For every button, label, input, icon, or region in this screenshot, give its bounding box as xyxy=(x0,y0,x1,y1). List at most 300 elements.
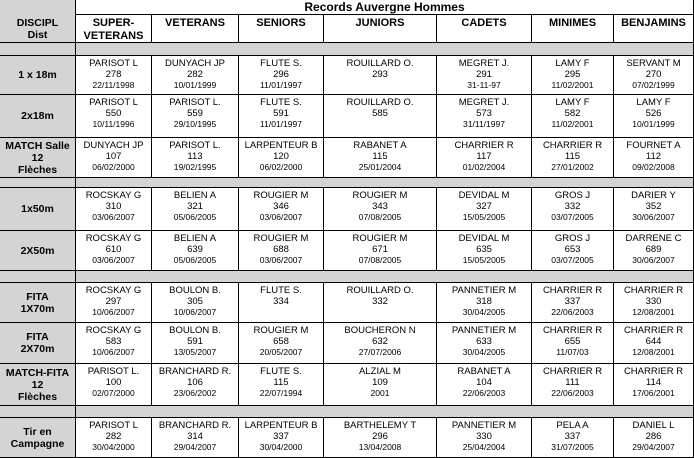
record-cell xyxy=(614,418,694,458)
archer-name: CHARRIER R xyxy=(454,140,514,151)
record-score: 671 xyxy=(372,244,388,255)
record-date: 22/11/1998 xyxy=(92,80,135,90)
record-cell xyxy=(152,138,239,178)
record-score: 100 xyxy=(105,377,122,388)
record-score: 688 xyxy=(273,244,289,255)
record-date: 11/01/1997 xyxy=(260,80,302,90)
record-score: 117 xyxy=(476,151,492,162)
archer-name: RABANET A xyxy=(457,366,511,377)
record-cell xyxy=(76,323,152,364)
record-score: 282 xyxy=(187,69,203,80)
record-score: 327 xyxy=(476,201,492,212)
archer-name: ROCSKAY G xyxy=(85,190,142,201)
record-cell xyxy=(76,138,152,178)
archer-name: BELIEN A xyxy=(173,190,217,201)
record-score: 113 xyxy=(187,151,203,162)
corner-line-2: Dist xyxy=(27,28,48,41)
record-score: 107 xyxy=(105,151,122,162)
archer-name: ROUGIER M xyxy=(253,190,309,201)
archer-name: BOULON B. xyxy=(169,285,221,296)
record-score: 658 xyxy=(273,336,289,347)
record-cell xyxy=(239,138,324,178)
record-date xyxy=(324,80,436,91)
record-score: 550 xyxy=(105,108,122,119)
archer-name: PARISOT L. xyxy=(169,140,221,151)
record-score: 115 xyxy=(273,377,289,388)
archer-name: CHARRIER R xyxy=(542,325,603,336)
archer-name: DUNYACH JP xyxy=(165,58,225,69)
record-date: 31-11-97 xyxy=(467,80,501,90)
column-header-line: VETERANS xyxy=(83,30,144,42)
discipline-label-line: FITA xyxy=(26,331,49,343)
record-date: 10/01/1999 xyxy=(632,119,675,129)
record-date: 30/04/2005 xyxy=(462,307,506,317)
record-cell xyxy=(324,364,437,406)
column-header-line: CADETS xyxy=(461,17,507,29)
archer-name: FLUTE S. xyxy=(260,366,302,377)
discipline-label-line: Tir en xyxy=(23,425,52,438)
record-cell xyxy=(152,95,239,138)
record-cell xyxy=(614,283,694,323)
archer-name: ROUGIER M xyxy=(253,233,309,244)
archer-name: MEGRET J. xyxy=(458,97,510,108)
archer-name: DEVIDAL M xyxy=(458,190,510,201)
record-cell xyxy=(437,418,532,458)
corner-blank xyxy=(0,0,76,15)
record-date: 31/11/1997 xyxy=(463,119,505,129)
record-date: 11/02/2001 xyxy=(551,119,594,129)
archer-name: PARISOT L. xyxy=(87,366,140,377)
archer-name: DUNYACH JP xyxy=(83,140,144,151)
record-score: 346 xyxy=(273,201,289,212)
record-date: 29/04/2007 xyxy=(632,442,675,452)
record-score: 526 xyxy=(645,108,662,119)
archer-name: DARRENE C xyxy=(625,233,682,244)
record-cell xyxy=(532,418,614,458)
archer-name: CHARRIER R xyxy=(623,325,684,336)
archer-name: CHARRIER R xyxy=(542,285,603,296)
record-score: 639 xyxy=(187,244,203,255)
archer-name: PELA A xyxy=(556,420,589,431)
archer-name: FLUTE S. xyxy=(260,58,302,69)
archer-name: LAMY F xyxy=(636,97,671,108)
record-score: 106 xyxy=(187,377,203,388)
record-date: 03/06/2007 xyxy=(92,212,135,222)
record-date: 22/06/2003 xyxy=(462,388,506,398)
record-score: 585 xyxy=(372,108,388,119)
record-score: 591 xyxy=(273,108,289,119)
archer-name: DEVIDAL M xyxy=(458,233,510,244)
record-date: 30/04/2005 xyxy=(462,347,506,357)
record-score: 337 xyxy=(564,431,581,442)
record-score: 293 xyxy=(372,69,388,80)
record-date: 11/07/03 xyxy=(556,347,589,357)
record-date: 15/05/2005 xyxy=(462,212,506,222)
record-cell xyxy=(239,418,324,458)
record-date: 19/02/1995 xyxy=(173,162,217,172)
record-score: 310 xyxy=(105,201,122,212)
record-score: 632 xyxy=(372,336,388,347)
record-score: 295 xyxy=(564,69,581,80)
column-header-line: JUNIORS xyxy=(355,17,405,29)
record-date: 22/07/1994 xyxy=(259,388,303,398)
record-cell xyxy=(324,56,437,95)
record-score: 635 xyxy=(476,244,492,255)
archer-name: BRANCHARD R. xyxy=(158,420,232,431)
archer-name: PARISOT L. xyxy=(169,97,221,108)
discipline-label xyxy=(0,56,76,95)
record-date xyxy=(324,119,436,130)
discipline-label-line: MATCH-FITA xyxy=(5,366,70,379)
record-score: 559 xyxy=(187,108,203,119)
discipline-label-line: FITA xyxy=(26,290,49,303)
table-title: Records Auvergne Hommes xyxy=(76,0,694,15)
record-date: 15/05/2005 xyxy=(462,255,506,265)
archer-name: RABANET A xyxy=(353,140,407,151)
column-header xyxy=(324,15,437,43)
record-date xyxy=(324,307,436,318)
record-date: 11/02/2001 xyxy=(551,80,594,90)
record-cell xyxy=(152,364,239,406)
row-separator xyxy=(76,406,694,418)
archer-name: ROUGIER M xyxy=(253,325,309,336)
record-score: 115 xyxy=(372,151,388,162)
archer-name: ROCSKAY G xyxy=(85,325,142,336)
row-separator xyxy=(76,43,694,56)
record-cell xyxy=(614,231,694,271)
record-cell xyxy=(152,283,239,323)
record-cell xyxy=(239,283,324,323)
record-cell xyxy=(532,283,614,323)
discipline-label xyxy=(0,95,76,138)
record-date xyxy=(239,307,323,318)
record-score: 120 xyxy=(273,151,289,162)
record-date: 12/08/2001 xyxy=(632,347,675,357)
discipline-label-line: 2X70m xyxy=(20,343,55,355)
record-cell xyxy=(437,323,532,364)
discipline-label-line: 1 x 18m xyxy=(18,69,57,81)
record-cell xyxy=(76,418,152,458)
record-score: 112 xyxy=(645,151,662,162)
archer-name: ALZIAL M xyxy=(359,366,401,377)
record-cell xyxy=(437,95,532,138)
record-cell xyxy=(614,56,694,95)
archer-name: LAMY F xyxy=(555,97,590,108)
row-separator xyxy=(76,271,694,283)
record-cell xyxy=(324,323,437,364)
archer-name: PANNETIER M xyxy=(451,325,517,336)
record-date: 03/06/2007 xyxy=(259,255,303,265)
record-cell xyxy=(532,188,614,231)
column-header-line: SENIORS xyxy=(256,17,306,29)
record-date: 01/02/2004 xyxy=(462,162,506,172)
archer-name: PARISOT L xyxy=(89,97,138,108)
record-date: 07/08/2005 xyxy=(358,212,402,222)
discipline-label xyxy=(0,138,76,178)
record-cell xyxy=(614,323,694,364)
corner-header xyxy=(0,15,76,43)
corner-line-1: DISCIPL xyxy=(16,16,59,29)
record-date: 03/06/2007 xyxy=(92,255,135,265)
record-cell xyxy=(324,138,437,178)
record-cell xyxy=(532,231,614,271)
record-cell xyxy=(437,188,532,231)
discipline-label xyxy=(0,364,76,406)
record-cell xyxy=(324,418,437,458)
record-cell xyxy=(76,95,152,138)
column-header-line: BENJAMINS xyxy=(621,17,686,29)
record-score: 314 xyxy=(187,431,203,442)
record-score: 297 xyxy=(105,296,122,307)
discipline-label-line: 2X50m xyxy=(20,244,55,257)
discipline-label-line: Flèches xyxy=(17,390,58,403)
archer-name: FLUTE S. xyxy=(260,285,302,296)
record-date: 17/06/2001 xyxy=(632,388,675,398)
archer-name: BELIEN A xyxy=(173,233,217,244)
column-header xyxy=(532,15,614,43)
record-date: 03/07/2005 xyxy=(551,212,594,222)
record-cell xyxy=(152,56,239,95)
record-score: 282 xyxy=(105,431,122,442)
record-cell xyxy=(76,231,152,271)
record-score: 689 xyxy=(645,244,662,255)
row-separator xyxy=(0,178,76,188)
discipline-label xyxy=(0,231,76,271)
archer-name: PANNETIER M xyxy=(451,420,517,431)
record-cell xyxy=(614,138,694,178)
record-cell xyxy=(324,231,437,271)
archer-name: LARPENTEUR B xyxy=(244,140,318,151)
record-cell xyxy=(324,95,437,138)
archer-name: PARISOT L xyxy=(89,58,138,69)
record-date: 30/06/2007 xyxy=(632,212,675,222)
record-date: 10/06/2007 xyxy=(92,307,135,317)
record-cell xyxy=(239,364,324,406)
archer-name: BRANCHARD R. xyxy=(158,366,232,377)
record-cell xyxy=(76,56,152,95)
discipline-label-line: 12 xyxy=(31,151,44,164)
record-date: 06/02/2000 xyxy=(259,162,303,172)
record-date: 10/06/2007 xyxy=(173,307,217,317)
column-header xyxy=(437,15,532,43)
archer-name: DARIER Y xyxy=(631,190,676,201)
record-date: 10/01/1999 xyxy=(173,80,217,90)
column-header xyxy=(76,15,152,43)
record-date: 20/05/2007 xyxy=(259,347,303,357)
record-cell xyxy=(152,188,239,231)
record-date: 03/07/2005 xyxy=(551,255,594,265)
record-score: 104 xyxy=(476,377,492,388)
record-cell xyxy=(152,323,239,364)
record-cell xyxy=(532,138,614,178)
record-cell xyxy=(614,95,694,138)
discipline-label-line: 2x18m xyxy=(21,110,54,122)
record-cell xyxy=(614,188,694,231)
record-cell xyxy=(76,283,152,323)
record-cell xyxy=(614,364,694,406)
discipline-label xyxy=(0,418,76,458)
record-score: 109 xyxy=(372,377,388,388)
record-cell xyxy=(76,188,152,231)
record-score: 332 xyxy=(564,201,581,212)
record-score: 278 xyxy=(105,69,122,80)
record-cell xyxy=(239,323,324,364)
record-date: 05/06/2005 xyxy=(173,255,217,265)
record-score: 644 xyxy=(645,336,662,347)
archer-name: CHARRIER R xyxy=(623,285,684,296)
discipline-label-line: 12 xyxy=(31,378,44,391)
record-cell xyxy=(437,138,532,178)
record-cell xyxy=(437,364,532,406)
record-cell xyxy=(239,95,324,138)
record-score: 633 xyxy=(476,336,492,347)
record-date: 13/04/2008 xyxy=(358,442,402,452)
record-score: 111 xyxy=(565,377,580,388)
archer-name: PARISOT L xyxy=(89,420,138,431)
archer-name: BARTHELEMY T xyxy=(343,420,417,431)
record-score: 270 xyxy=(645,69,662,80)
record-date: 30/04/2000 xyxy=(92,442,135,452)
record-date: 12/08/2001 xyxy=(632,307,675,317)
record-cell xyxy=(532,56,614,95)
column-header xyxy=(614,15,694,43)
record-cell xyxy=(532,364,614,406)
record-cell xyxy=(76,364,152,406)
record-date: 07/08/2005 xyxy=(358,255,402,265)
record-date: 2001 xyxy=(370,388,390,398)
record-cell xyxy=(152,231,239,271)
discipline-label xyxy=(0,283,76,323)
column-header-line: SUPER- xyxy=(92,17,135,29)
column-header xyxy=(239,15,324,43)
discipline-label-line: Campagne xyxy=(10,437,65,450)
archer-name: ROUILLARD O. xyxy=(346,97,414,108)
column-header xyxy=(152,15,239,43)
record-score: 318 xyxy=(476,296,492,307)
record-date: 02/07/2000 xyxy=(92,388,135,398)
record-date: 13/05/2007 xyxy=(173,347,217,357)
record-date: 29/04/2007 xyxy=(173,442,217,452)
archer-name: FOURNET A xyxy=(626,140,681,151)
record-cell xyxy=(437,283,532,323)
archer-name: FLUTE S. xyxy=(260,97,302,108)
record-score: 296 xyxy=(273,69,289,80)
column-header-line: MINIMES xyxy=(548,17,597,29)
archer-name: ROUILLARD O. xyxy=(346,285,414,296)
record-score: 334 xyxy=(273,296,289,307)
record-date: 03/06/2007 xyxy=(259,212,303,222)
archer-name: PANNETIER M xyxy=(451,285,517,296)
record-score: 337 xyxy=(273,431,289,442)
record-date: 29/10/1995 xyxy=(173,119,217,129)
record-date: 10/11/1996 xyxy=(92,119,135,129)
archer-name: DANIEL L xyxy=(632,420,675,431)
record-date: 05/06/2005 xyxy=(173,212,217,222)
record-date: 11/01/1997 xyxy=(260,119,302,129)
record-date: 07/02/1999 xyxy=(632,80,675,90)
record-date: 10/06/2007 xyxy=(92,347,135,357)
row-separator xyxy=(76,178,694,188)
record-date: 23/06/2002 xyxy=(173,388,217,398)
row-separator xyxy=(0,271,76,283)
record-score: 114 xyxy=(645,377,662,388)
record-score: 337 xyxy=(564,296,581,307)
archer-name: GROS J xyxy=(554,233,591,244)
record-date: 27/01/2002 xyxy=(551,162,594,172)
archer-name: ROUGIER M xyxy=(352,190,408,201)
record-score: 286 xyxy=(645,431,662,442)
archer-name: LARPENTEUR B xyxy=(244,420,318,431)
discipline-label xyxy=(0,188,76,231)
discipline-label-line: MATCH Salle xyxy=(5,139,70,152)
record-score: 653 xyxy=(564,244,581,255)
record-score: 296 xyxy=(372,431,388,442)
record-date: 30/04/2000 xyxy=(259,442,303,452)
record-date: 27/07/2006 xyxy=(358,347,402,357)
record-cell xyxy=(239,56,324,95)
archer-name: ROCSKAY G xyxy=(85,233,142,244)
archer-name: ROCSKAY G xyxy=(85,285,142,296)
record-score: 582 xyxy=(564,108,581,119)
record-score: 573 xyxy=(476,108,492,119)
record-date: 22/06/2003 xyxy=(551,388,594,398)
record-score: 330 xyxy=(645,296,662,307)
record-score: 655 xyxy=(564,336,581,347)
discipline-label-line: Flèches xyxy=(17,163,58,176)
record-cell xyxy=(239,188,324,231)
record-cell xyxy=(324,283,437,323)
archer-name: BOUCHERON N xyxy=(344,325,416,336)
record-date: 06/02/2000 xyxy=(92,162,135,172)
record-cell xyxy=(532,95,614,138)
record-score: 291 xyxy=(476,69,492,80)
archer-name: SERVANT M xyxy=(626,58,681,69)
record-score: 352 xyxy=(645,201,662,212)
record-cell xyxy=(532,323,614,364)
archer-name: LAMY F xyxy=(555,58,590,69)
discipline-label-line: 1X70m xyxy=(20,302,55,315)
record-score: 610 xyxy=(105,244,122,255)
record-cell xyxy=(437,56,532,95)
archer-name: BOULON B. xyxy=(169,325,221,336)
record-date: 31/07/2005 xyxy=(551,442,594,452)
column-header-line: VETERANS xyxy=(165,17,225,29)
record-score: 330 xyxy=(476,431,492,442)
archer-name: CHARRIER R xyxy=(623,366,684,377)
record-cell xyxy=(152,418,239,458)
archer-name: GROS J xyxy=(554,190,591,201)
archer-name: ROUGIER M xyxy=(352,233,408,244)
record-score: 591 xyxy=(187,336,203,347)
archer-name: CHARRIER R xyxy=(542,140,603,151)
record-date: 09/02/2008 xyxy=(632,162,675,172)
record-date: 25/01/2004 xyxy=(358,162,402,172)
record-score: 343 xyxy=(372,201,388,212)
discipline-label-line: 1x50m xyxy=(21,203,54,215)
record-cell xyxy=(324,188,437,231)
record-date: 30/06/2007 xyxy=(632,255,675,265)
record-score: 115 xyxy=(564,151,581,162)
record-date: 25/04/2004 xyxy=(462,442,506,452)
row-separator xyxy=(0,406,76,418)
record-cell xyxy=(437,231,532,271)
discipline-label xyxy=(0,323,76,364)
archer-name: CHARRIER R xyxy=(542,366,603,377)
record-score: 332 xyxy=(372,296,388,307)
record-score: 305 xyxy=(187,296,203,307)
record-score: 583 xyxy=(105,336,122,347)
row-separator xyxy=(0,43,76,56)
